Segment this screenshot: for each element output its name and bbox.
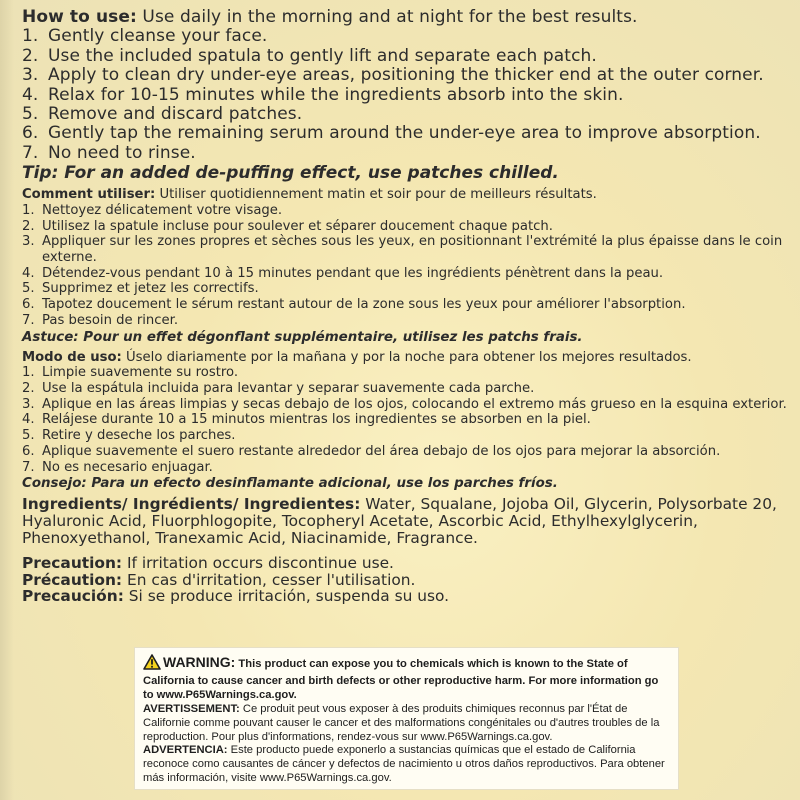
french-step: 2. Utilisez la spatule incluse pour soulever et séparer doucement chaque patch. <box>22 218 553 234</box>
french-step: 7. Pas besoin de rincer. <box>22 312 179 328</box>
precaution-line: Precaution: If irritation occurs discontinue use. <box>22 554 394 573</box>
warning-english: WARNING: This product can expose you to chemicals which is known to the State of California to cause cancer and birth defects or other reproductive harm. For more information go to www.P65Warnings.ca.gov. <box>143 654 659 701</box>
precautions-block <box>22 555 792 605</box>
spanish-heading: Modo de uso: <box>22 349 122 365</box>
english-steps <box>22 27 792 163</box>
english-intro: How to use: Use daily in the morning and at night for the best results. <box>22 7 638 27</box>
french-tip: Astuce: Pour un effet dégonflant supplémentaire, utilisez les patchs frais. <box>22 329 583 345</box>
french-step: 1. Nettoyez délicatement votre visage. <box>22 202 283 218</box>
left-edge-shadow <box>0 0 14 800</box>
spanish-section <box>22 350 792 476</box>
warning-triangle-icon <box>143 654 161 675</box>
spanish-step: 3. Aplique en las áreas limpias y secas debajo de los ojos, colocando el extremo más grueso en la esquina exterior. <box>22 396 787 412</box>
english-step: 7. No need to rinse. <box>22 142 196 163</box>
precaution-line: Précaution: En cas d'irritation, cesser l'utilisation. <box>22 570 416 589</box>
french-steps <box>22 203 792 329</box>
spanish-step: 6. Aplique suavemente el suero restante alrededor del área debajo de los ojos para mejorar la absorción. <box>22 443 721 459</box>
spanish-steps <box>22 365 792 475</box>
french-heading: Comment utiliser: <box>22 187 156 203</box>
english-step: 4. Relax for 10-15 minutes while the ingredients absorb into the skin. <box>22 84 624 105</box>
spanish-step: 7. No es necesario enjuagar. <box>22 459 213 475</box>
english-section <box>22 8 792 163</box>
warning-title: WARNING: <box>163 654 236 670</box>
french-intro: Comment utiliser: Utiliser quotidiennement matin et soir pour de meilleurs résultats. <box>22 187 597 203</box>
instructions-panel <box>22 8 792 605</box>
french-step: 4. Détendez-vous pendant 10 à 15 minutes pendant que les ingrédients pénètrent dans la peau. <box>22 265 664 281</box>
english-step: 2. Use the included spatula to gently lift and separate each patch. <box>22 45 597 66</box>
french-section <box>22 187 792 328</box>
warning-spanish: ADVERTENCIA: Este producto puede exponerlo a sustancias químicas que el estado de California reconoce como causantes de cáncer y defectos de nacimiento u otros daños reproductivos. Para obtener más información, visite www.P65Warnings.ca.gov. <box>143 744 665 785</box>
spanish-intro: Modo de uso: Úselo diariamente por la mañana y por la noche para obtener los mejores resultados. <box>22 349 692 365</box>
ingredients-list: Ingredients/ Ingrédients/ Ingredientes: Water, Squalane, Jojoba Oil, Glycerin, Polysorbate 20, Hyaluronic Acid, Fluorphlogopite, Tocopheryl Acetate, Ascorbic Acid, Ethylhexylglycerin, Phenoxyethanol, Tranexamic Acid, Niacinamide, Fragrance. <box>22 495 777 548</box>
english-heading: How to use: <box>22 7 137 27</box>
ingredients-label: Ingredients/ Ingrédients/ Ingredientes: <box>22 495 361 514</box>
warning-french: AVERTISSEMENT: Ce produit peut vous exposer à des produits chimiques reconnus par l'État de Californie comme pouvant causer le cancer et des malformations congénitales ou d'autres troubles de la reproduction. Pour plus d'informations, rendez-vous sur www.P65Warnings.ca.gov. <box>143 702 660 743</box>
spanish-step: 5. Retire y deseche los parches. <box>22 428 236 444</box>
precaution-line: Precaución: Si se produce irritación, suspenda su uso. <box>22 587 450 606</box>
spanish-step: 2. Use la espátula incluida para levantar y separar suavemente cada parche. <box>22 380 535 396</box>
french-step: 6. Tapotez doucement le sérum restant autour de la zone sous les yeux pour améliorer l'absorption. <box>22 297 686 313</box>
english-step: 3. Apply to clean dry under-eye areas, positioning the thicker end at the outer corner. <box>22 65 764 86</box>
spanish-tip: Consejo: Para un efecto desinflamante adicional, use los parches fríos. <box>22 476 558 492</box>
english-step: 5. Remove and discard patches. <box>22 104 303 125</box>
french-step: 3. Appliquer sur les zones propres et sèches sous les yeux, en positionnant l'extrémité la plus épaisse dans le coin externe. <box>22 234 783 266</box>
prop65-warning-label <box>134 647 679 790</box>
spanish-step: 4. Relájese durante 10 a 15 minutos mientras los ingredientes se absorben en la piel. <box>22 412 591 428</box>
french-step: 5. Supprimez et jetez les correctifs. <box>22 281 259 297</box>
english-tip: Tip: For an added de-puffing effect, use patches chilled. <box>22 163 559 184</box>
english-step: 1. Gently cleanse your face. <box>22 26 268 47</box>
english-step: 6. Gently tap the remaining serum around the under-eye area to improve absorption. <box>22 123 761 144</box>
spanish-step: 1. Limpie suavemente su rostro. <box>22 365 239 381</box>
